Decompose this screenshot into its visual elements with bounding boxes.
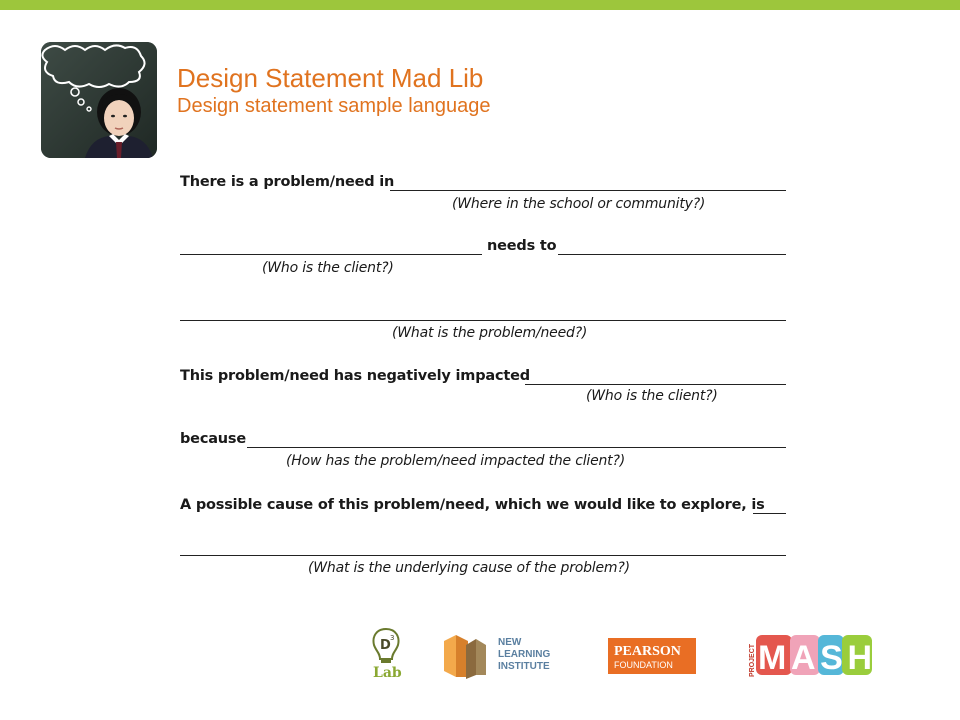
hint-problem: (What is the problem/need?) <box>392 325 588 341</box>
blank-line-problem <box>180 320 786 321</box>
page-title: Design Statement Mad Lib <box>177 63 484 93</box>
pearson-line2: FOUNDATION <box>614 660 673 670</box>
blank-line-location <box>390 190 786 191</box>
pearson-line1: PEARSON <box>614 644 681 659</box>
hint-cause: (What is the underlying cause of the problem?) <box>308 560 630 576</box>
mash-prefix: PROJECT <box>749 643 756 677</box>
thinking-student-photo <box>41 42 157 158</box>
blank-line-client <box>180 254 482 255</box>
hint-location: (Where in the school or community?) <box>452 196 706 212</box>
line4-prefix: This problem/need has negatively impacted <box>180 368 530 384</box>
partner-logos <box>370 625 880 685</box>
blank-line-because <box>247 447 786 448</box>
blank-line-impacted-client <box>525 384 786 385</box>
dlab-sup: 3 <box>390 634 395 642</box>
blank-line-cause-short <box>753 513 786 514</box>
page-subtitle: Design statement sample language <box>177 95 491 117</box>
needs-to-text: needs to <box>487 238 557 254</box>
dlab-lab: Lab <box>373 665 402 681</box>
nli-line1: NEW <box>498 637 522 648</box>
blank-line-need <box>558 254 786 255</box>
blank-line-cause <box>180 555 786 556</box>
d3-lab-logo <box>370 627 402 683</box>
line1-prefix: There is a problem/need in <box>180 174 395 190</box>
hint-client: (Who is the client?) <box>262 260 394 276</box>
nli-line2: LEARNING <box>498 649 551 660</box>
hint-impact: (How has the problem/need impacted the client?) <box>286 453 625 469</box>
line6-prefix: A possible cause of this problem/need, which we would like to explore, is <box>180 497 765 513</box>
nli-line3: INSTITUTE <box>498 661 550 672</box>
project-mash-logo <box>742 631 876 679</box>
mash-word: MASH <box>758 639 870 677</box>
hint-impacted-client: (Who is the client?) <box>586 388 718 404</box>
top-accent-bar <box>0 0 960 10</box>
header <box>177 62 491 118</box>
dlab-d: D <box>380 638 391 653</box>
student-illustration <box>41 42 157 158</box>
mad-lib-form <box>180 168 786 588</box>
pearson-foundation-logo <box>608 638 696 674</box>
because-text: because <box>180 431 246 447</box>
new-learning-institute-logo <box>442 631 574 681</box>
